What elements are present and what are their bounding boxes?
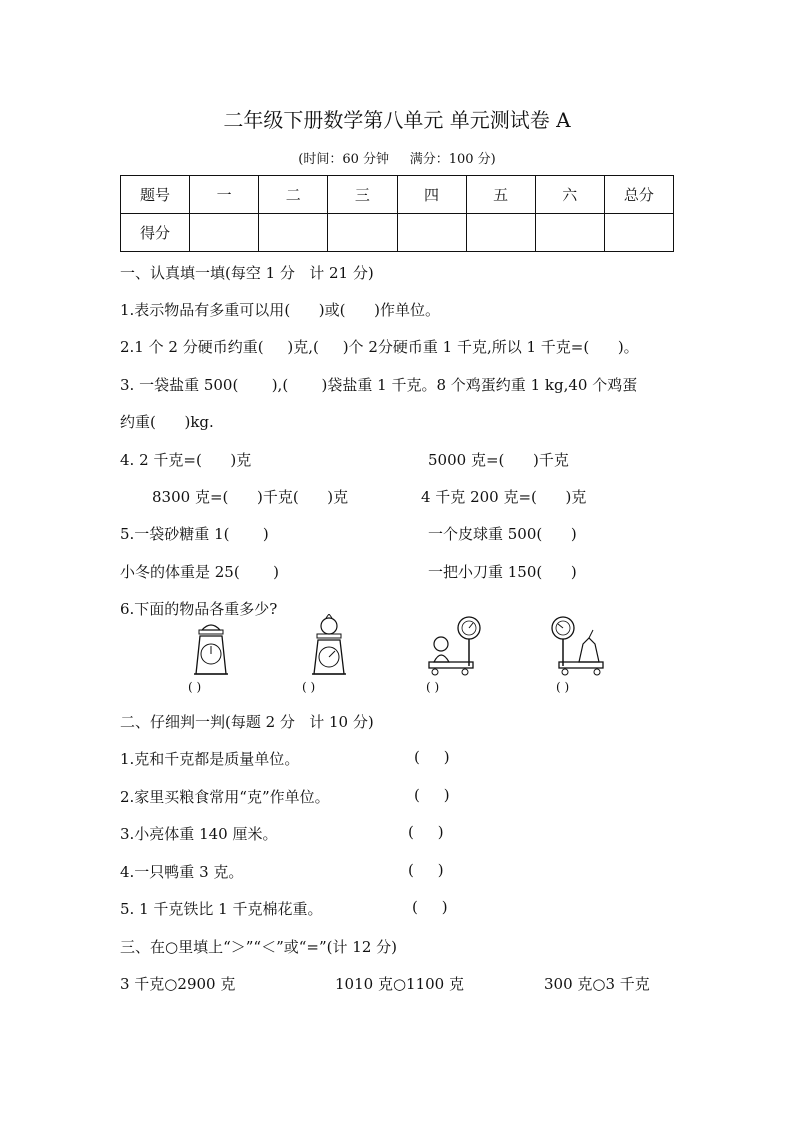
score-input-cell[interactable] [328, 214, 397, 252]
question-text: 5000 克=( )千克 [428, 451, 569, 469]
table-row [121, 214, 674, 252]
table-cell: 得分 [121, 214, 190, 252]
question-text: 4 千克 200 克=( )克 [421, 488, 587, 506]
answer-blank[interactable]: ( ) [302, 680, 316, 694]
table-row [121, 176, 674, 214]
judge-item: 3.小亮体重 140 厘米。 [120, 825, 278, 843]
judge-item: 1.克和千克都是质量单位。 [120, 750, 300, 768]
question-text: 8300 克=( )千克( )克 [152, 488, 349, 506]
kitchen-scale-icon [188, 614, 234, 678]
question-text: 小冬的体重是 25( ) [120, 563, 279, 581]
question-text: 一把小刀重 150( ) [428, 563, 577, 581]
compare-item[interactable]: 300 克○3 千克 [544, 975, 650, 993]
question-text: 1.表示物品有多重可以用( )或( )作单位。 [120, 301, 440, 319]
score-input-cell[interactable] [259, 214, 328, 252]
table-cell: 总分 [604, 176, 673, 214]
question-text: 4. 2 千克=( )克 [120, 451, 252, 469]
page-title: 二年级下册数学第八单元 单元测试卷 A [223, 108, 571, 132]
answer-blank[interactable]: ( ) [556, 680, 570, 694]
answer-blank[interactable]: ( ) [408, 861, 444, 879]
judge-item: 2.家里买粮食常用“克”作单位。 [120, 788, 330, 806]
question-text: 约重( )kg. [120, 413, 214, 431]
section-heading: 二、仔细判一判(每题 2 分 计 10 分) [120, 713, 374, 731]
platform-scale-icon [549, 614, 609, 678]
section-heading: 一、认真填一填(每空 1 分 计 21 分) [120, 264, 374, 282]
score-input-cell[interactable] [604, 214, 673, 252]
judge-item: 4.一只鸭重 3 克。 [120, 863, 244, 881]
table-cell: 六 [535, 176, 604, 214]
score-input-cell[interactable] [190, 214, 259, 252]
section-heading: 三、在○里填上“＞”“＜”或“=”(计 12 分) [120, 938, 397, 956]
question-text: 6.下面的物品各重多少? [120, 600, 278, 618]
score-input-cell[interactable] [466, 214, 535, 252]
score-input-cell[interactable] [535, 214, 604, 252]
question-text: 5.一袋砂糖重 1( ) [120, 525, 269, 543]
table-cell: 三 [328, 176, 397, 214]
table-cell: 五 [466, 176, 535, 214]
table-cell: 四 [397, 176, 466, 214]
platform-scale-icon [425, 614, 485, 678]
question-text: 一个皮球重 500( ) [428, 525, 577, 543]
question-text: 2.1 个 2 分硬币约重( )克,( )个 2分硬币重 1 千克,所以 1 千克=( )。 [120, 338, 639, 356]
table-cell: 二 [259, 176, 328, 214]
compare-item[interactable]: 3 千克○2900 克 [120, 975, 236, 993]
answer-blank[interactable]: ( ) [414, 786, 450, 804]
answer-blank[interactable]: ( ) [426, 680, 440, 694]
answer-blank[interactable]: ( ) [412, 898, 448, 916]
answer-blank[interactable]: ( ) [408, 823, 444, 841]
question-text: 3. 一袋盐重 500( ),( )袋盐重 1 千克。8 个鸡蛋约重 1 kg,40 个鸡蛋 [120, 376, 638, 394]
table-cell: 一 [190, 176, 259, 214]
compare-item[interactable]: 1010 克○1100 克 [335, 975, 464, 993]
score-table [120, 175, 674, 252]
answer-blank[interactable]: ( ) [188, 680, 202, 694]
score-input-cell[interactable] [397, 214, 466, 252]
page-subtitle: (时间：60 分钟 满分：100 分) [298, 152, 496, 167]
answer-blank[interactable]: ( ) [414, 748, 450, 766]
judge-item: 5. 1 千克铁比 1 千克棉花重。 [120, 900, 323, 918]
table-cell: 题号 [121, 176, 190, 214]
kitchen-scale-icon [306, 614, 352, 678]
